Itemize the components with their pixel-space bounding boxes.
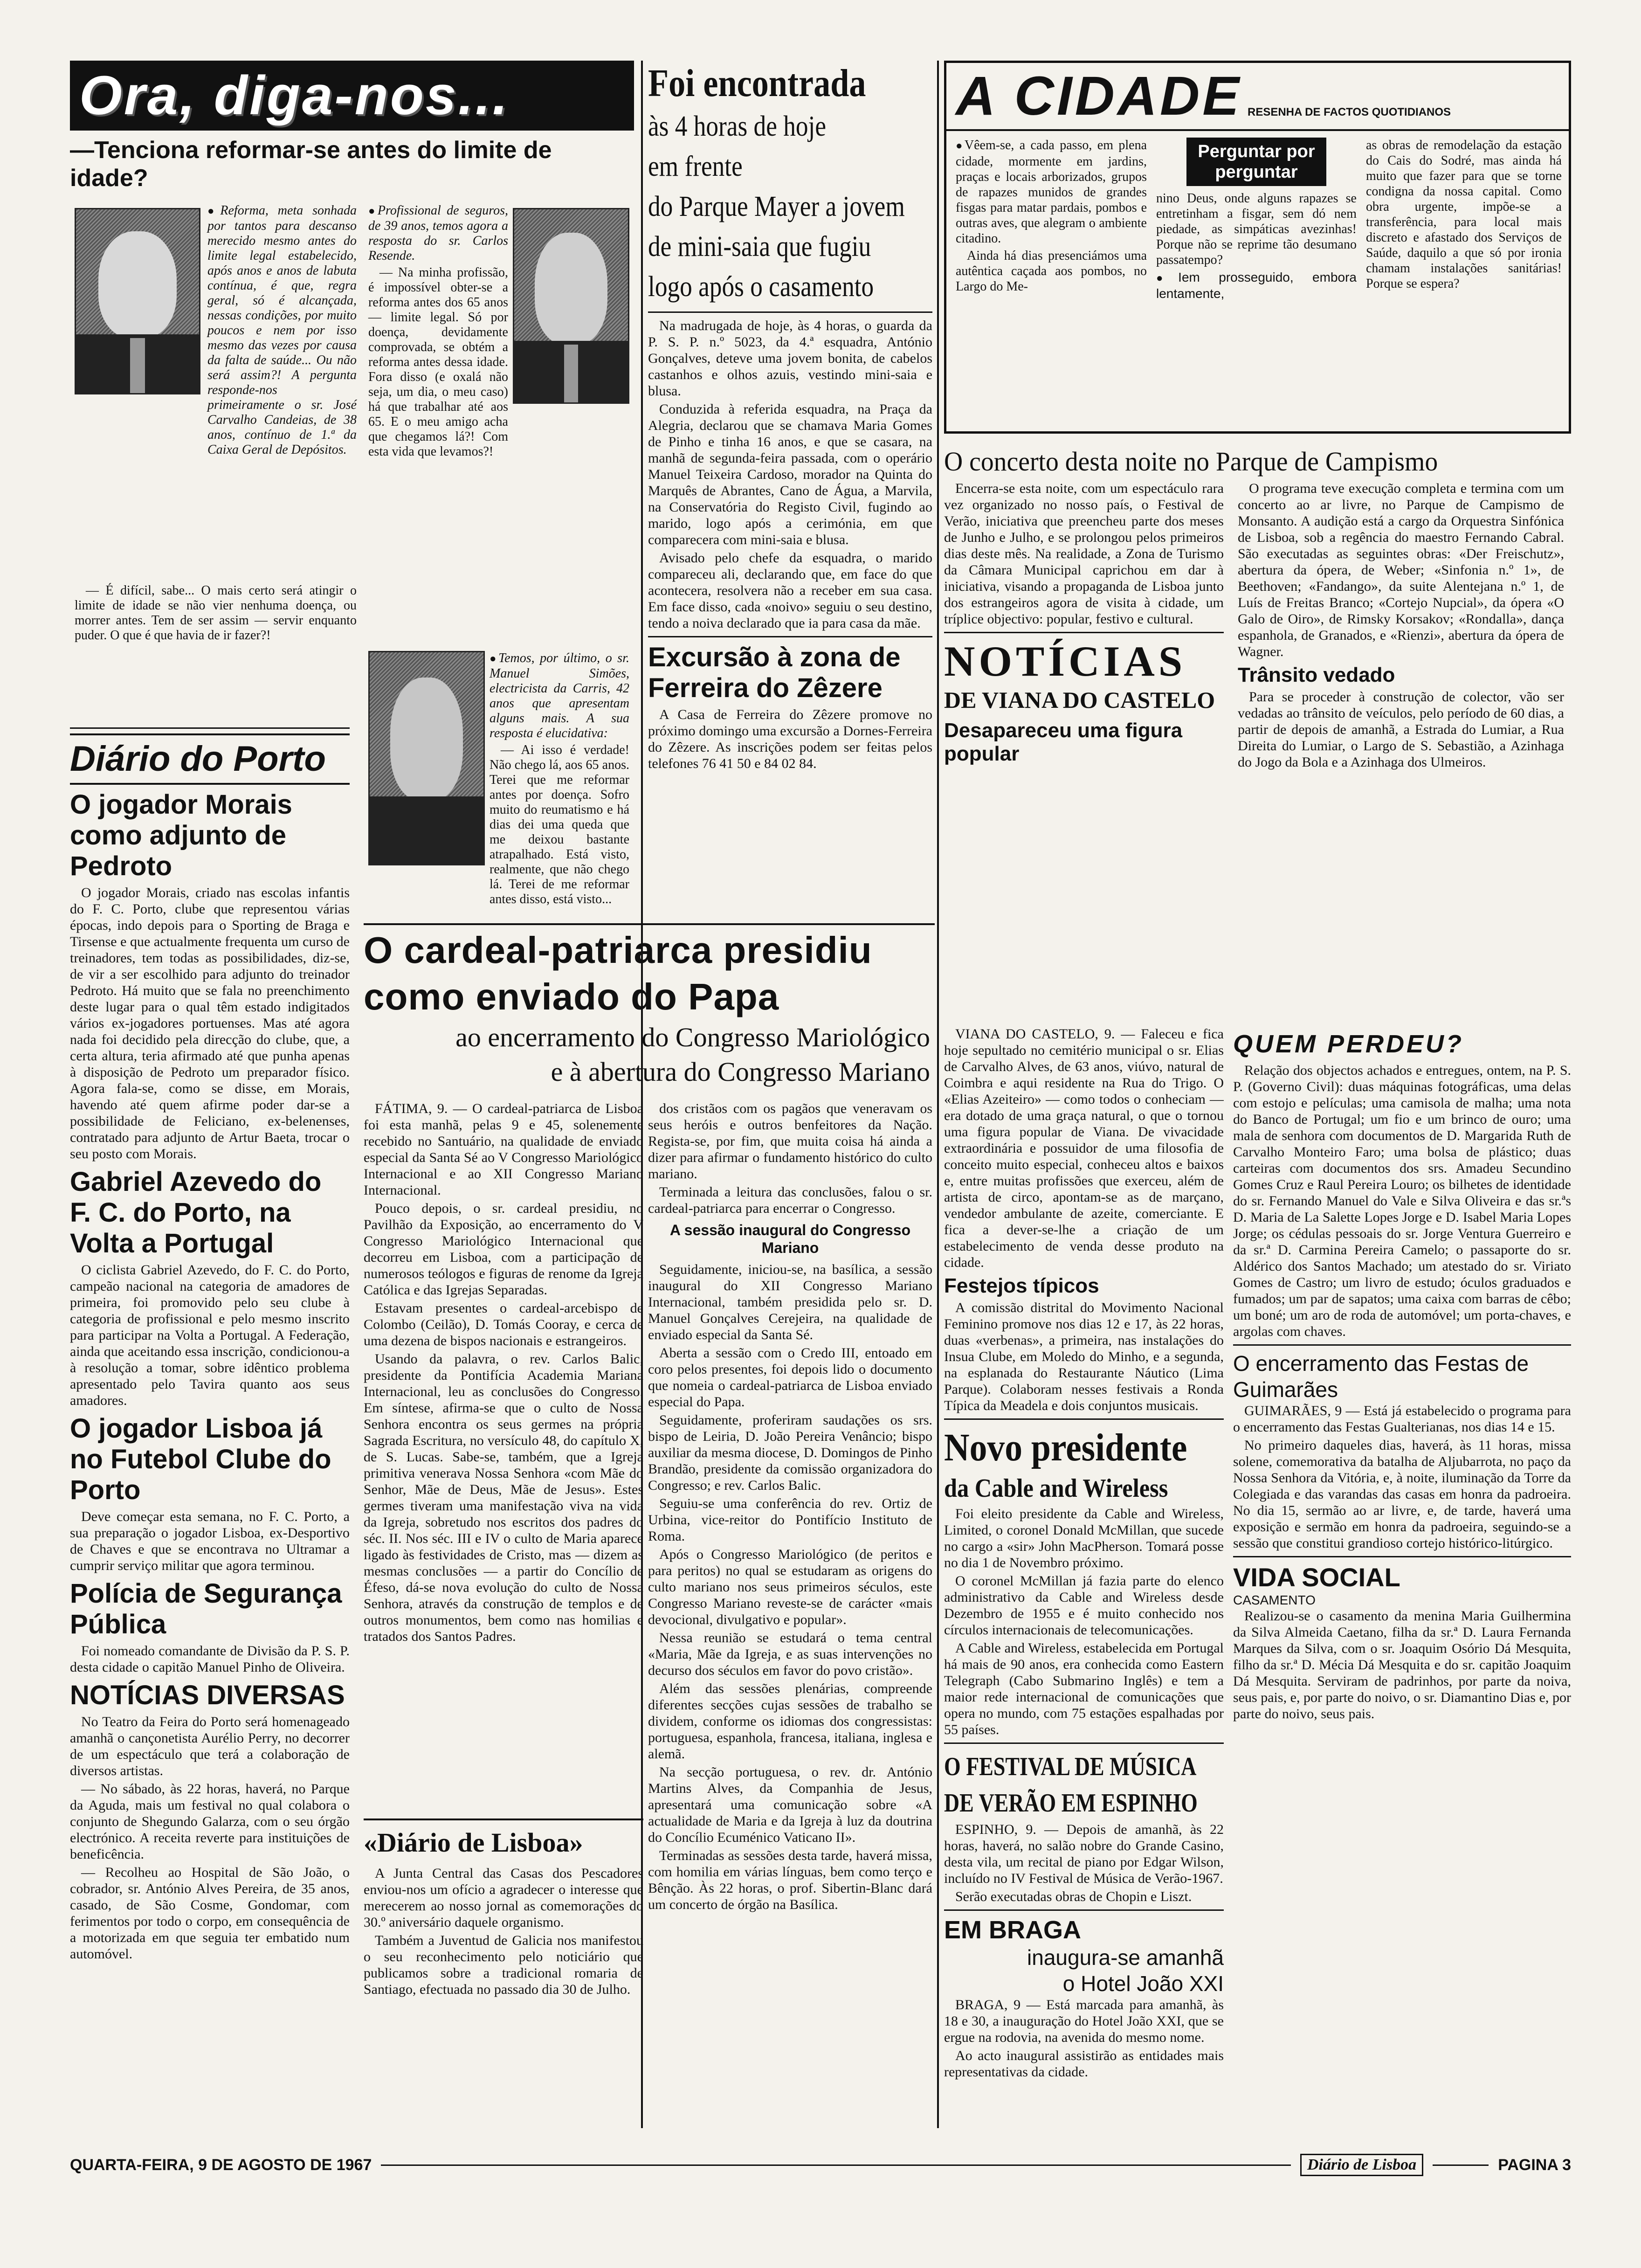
- story-mini-saia-3: Avisado pelo chefe da esquadra, o marido compareceu ali, declarando que, em face do que acontecera, resolvera não a receber em sua casa. Em face disso, cada «noivo» seguiu o seu destino, tendo a noiva declarado que ia para casa da mãe.: [648, 550, 932, 631]
- story-morais: O jogador Morais, criado nas escolas infantis do F. C. Porto, clube que representou várias épocas, indo depois para o Sporting de Braga e Tirsense e que actualmente frequenta um curso de treinadores, tem todas as possibilidades, diz-se, de vir a ser escolhido para adjunto do treinador Pedroto. Há muito que se fala no preenchimento deste lugar para o qual têm estado indigitados vários ex-jogadores portuenses. Mas até agora nada foi decidido pela direcção do clube, que, a certa altura, teria afirmado até que punha apenas à disposição de Pedroto um preparador físico. Agora fala-se, como se disse, em Morais, havendo até quem afirme poder dar-se a possibilidade de Feliciano, ex-belenenses, contratado para adjunto de Artur Baeta, trocar o seu posto com Morais.: [70, 885, 350, 1162]
- perguntar-box: Perguntar por perguntar: [1186, 138, 1326, 186]
- enquiry-question: —Tenciona reformar-se antes do limite de idade?: [70, 137, 552, 192]
- diario-do-porto-section: [70, 723, 350, 1964]
- noticias-title: NOTÍCIAS: [944, 637, 1186, 685]
- cardinal-story-col2: dos cristãos com os pagãos que veneravam os seus heróis e outros benfeitores da Nação. Regista-se, por fim, que muita coisa há ainda a dizer para afirmar o fundamento histórico do culto mariano. Terminada a leitura das conclusões, falou o sr. cardeal-patriarca para encerrar o Congresso. A sessão inaugural do Congresso Mariano Seguidamente, iniciou-se, na basílica, a sessão inaugural do XII Congresso Mariano Internacional, também presidida pelo sr. D. Manuel Gonçalves Cerejeira, na qualidade de enviado especial da Santa Sé. Aberta a sessão com o Credo III, entoado em coro pelos presentes, foi depois lido o documento que nomeia o cardeal-patriarca de Lisboa enviado especial do Papa. Seguidamente, proferiram saudações os srs. bispo de Leiria, D. João Pereira Venâncio; bispo auxiliar da mesma diocese, D. Domingos de Pinho Brandão, presidente da comissão organizadora do Congresso; e rev. Carlos Balic. Seguiu-se uma conferência do rev. Ortiz de Urbina, vice-reitor do Pontifício Instituto de Roma. Após o Congresso Mariológico (de peritos e para peritos) no qual se estudaram as origens do culto mariano nos seus primeiros séculos, este Congresso Mariano reveste-se de carácter «mais devocional, divulgativo e popular». Nessa reunião se estudará o tema central «Maria, Mãe da Igreja, e as suas intervenções no decurso dos séculos em favor do povo cristão». Além das sessões plenárias, compreende diferentes secções cujas sessões de trabalho se dividem, conforme os idiomas dos congressistas: portuguesa, espanhola, francesa, italiana, inglesa e alemã. Na secção portuguesa, o rev. dr. António Martins Alves, da Companhia de Jesus, apresentará uma comunicação sobre «A actualidade de Maria e da Igreja à luz da doutrina do Concílio Ecuménico Vaticano II». Terminadas as sessões desta tarde, haverá missa, com homilia em várias línguas, bem como terço e Bênção. Às 22 horas, o prof. Sibertin-Blanc dará um concerto de órgão na Basílica.: [648, 1101, 932, 1912]
- answer-2: ● Profissional de seguros, de 39 anos, temos agora a resposta do sr. Carlos Resende. — Na minha profissão, é impossível obter-se a reforma antes dos 65 anos — limite legal. Só por doença, devidamente comprovada, se obtém a reforma antes dessa idade. Fora disso (e oxalá não seja, um dia, o meu caso) há que trabalhar até aos 65. E o meu amigo acha que chegamos lá?! Com esta vida que levamos?!: [368, 203, 508, 461]
- photo-jose-carvalho-candeias: [75, 208, 200, 394]
- headline-quem-perdeu: QUEM PERDEU?: [1233, 1030, 1464, 1058]
- headline-concerto: O concerto desta noite no Parque de Campismo: [944, 446, 1438, 477]
- a-cidade-box: A CIDADE RESENHA DE FACTOS QUOTIDIANOS ● Vêem-se, a cada passo, em plena cidade, mormente em jardins, praças e locais arborizados, grupos de rapazes munidos de grandes fisgas para matar pardais, pombos e outras aves, que alegram o ambiente citadino. Ainda há dias presenciámos uma autêntica caçada aos pombos, no Largo do Me- Perguntar por perguntar nino Deus, onde alguns rapazes se entretinham a fisgar, sem dó nem piedade, as simpáticas avezinhas! Porque não se reprime tão desumano passatempo? ● Iem prosseguido, embora lentamente, as obras de remodelação da estação do Cais do Sodré, mas ainda há muito que fazer para que se torne condigna da nossa capital. Como obra urgente, impõe-se a transferência, para local mais discreto e afastado dos Serviços de Saúde, daquilo a que só por ironia chamam instalações sanitárias! Porque se espera?: [944, 61, 1571, 434]
- answer-1: ● Reforma, meta sonhada por tantos para descanso merecido mesmo antes do limite legal estabelecido, após anos e anos de labuta contínua, é que, regra geral, só é alcançada, nessas condições, por muito poucos e nem por isso mesmo das vezes por causa da falta de saúde... Ou não será assim?! A pergunta responde-nos primeiramente o sr. José Carvalho Candeias, de 38 anos, contínuo de 1.ª da Caixa Geral de Depósitos.: [207, 203, 357, 459]
- photo-carlos-resende: [513, 208, 629, 404]
- headline-jogador-lisboa: O jogador Lisboa já no Futebol Clube do Porto: [70, 1413, 331, 1505]
- interview-block: [70, 199, 634, 712]
- middle-column: [648, 61, 932, 947]
- headline-festas-guimaraes: O encerramento das Festas de Guimarães: [1233, 1351, 1529, 1402]
- headline-mini-saia: Foi encontrada às 4 horas de hoje em frente do Parque Mayer a jovem de mini-saia que fugiu logo após o casamento: [648, 62, 905, 303]
- headline-morais: O jogador Morais como adjunto de Pedroto: [70, 789, 292, 881]
- banner-ora-diga-nos: [70, 61, 634, 131]
- banner-text: Ora, diga-nos...: [79, 65, 510, 126]
- story-diversas-1: No Teatro da Feira do Porto será homenageado amanhã o cançonetista Aurélio Perry, no decorrer de um espectáculo que terá a colaboração de diversos artistas.: [70, 1714, 350, 1778]
- right-col-a: VIANA DO CASTELO, 9. — Faleceu e fica hoje sepultado no cemitério municipal o sr. Elias de Carvalho Alves, de 63 anos, viúvo, natural de Coimbra e aqui residente na Rua do Trigo. O «Elias Azeiteiro» — como todos o conheciam — era dotado de uma graça natural, o que o tornou uma figura popular de Viana. De vivacidade extraordinária e possuidor de uma filosofia de conceito muito especial, conheceu altos e baixos e, entre muitas profissões que exerceu, além de artista de circo, apontam-se as de marçano, vendedor ambulante de azeite, comerciante. E fica a dever-se-lhe a criação de um estabelecimento de venda desse produto na cidade. Festejos típicos A comissão distrital do Movimento Nacional Feminino promove nos dias 12 e 17, às 22 horas, duas «verbenas», a primeira, nas instalações do Insua Clube, em Moledo do Minho, e a segunda, na esplanada do Restaurante Náutico (Lima Parque). Colaboram nesses festivais a Ronda Típica da Meadela e dois conjuntos musicais. Novo presidente da Cable and Wireless Foi eleito presidente da Cable and Wireless, Limited, o coronel Donald McMillan, que sucede no cargo a «sir» John MacPherson. Tomará posse no dia 1 de Novembro próximo. O coronel McMillan já fazia parte do elenco administrativo da Cable and Wireless desde Dezembro de 1955 e é muito conhecido nos círculos internacionais de telecomunicações. A Cable and Wireless, estabelecida em Portugal há mais de 90 anos, era conhecida como Eastern Telegraph (Cabo Submarino Inglês) e tem a maior rede internacional de comunicações que opera no mundo, com 75 estações espalhadas por 55 países. O FESTIVAL DE MÚSICA DE VERÃO EM ESPINHO ESPINHO, 9. — Depois de amanhã, às 22 horas, haverá, no salão nobre do Grande Casino, desta vila, um recital de piano por Edgar Wilson, incluído no IV Festival de Música de Verão-1967. Serão executadas obras de Chopin e Liszt. EM BRAGA inaugura-se amanhã o Hotel João XXI BRAGA, 9 — Está marcada para amanhã, às 18 e 30, a inauguração do Hotel João XXI, que se ergue na rodovia, na avenida do mesmo nome. Ao acto inaugural assistirão as entidades mais representativas da cidade.: [944, 1026, 1224, 2080]
- headline-psp: Polícia de Segurança Pública: [70, 1578, 342, 1639]
- headline-figura-popular: Desapareceu uma figura popular: [944, 719, 1183, 765]
- porto-section-title: Diário do Porto: [70, 733, 350, 785]
- headline-transito-vedado: Trânsito vedado: [1238, 664, 1395, 686]
- story-mini-saia-1: Na madrugada de hoje, às 4 horas, o guarda da P. S. P. n.º 5023, da 4.ª esquadra, António Gonçalves, deteve uma jovem bonita, de cabelos castanhos e olhos azuis, vestindo mini-saia e blusa.: [648, 318, 932, 399]
- right-col-b: QUEM PERDEU? Relação dos objectos achados e entregues, ontem, na P. S. P. (Governo Civil): duas máquinas fotográficas, uma delas com estojo e películas; uma camisola de malha; uma nota do Banco de Portugal; um fio e um brinco de ouro; uma mala de senhora com documentos de D. Margarida Ruth de Carvalho Monteiro Faro; uma bolsa de plástico; duas carteiras com documentos dos srs. Amadeu Secundino Gomes Cruz e Raul Pereira Louro; os bilhetes de identidade do sr. Fernando Manuel do Vale e Silva Oliveira e das sr.ªs D. Maria de La Salette Lopes Jorge e D. Isabel Maria Lopes Jorge; os cédulas pessoais do sr. Jorge Ventura Guerreiro e da sr.ª D. Carmina Pereira Camelo; o passaporte do sr. Aldérico dos Santos Machado; um atestado do sr. Viriato Gomes de Castro; um livro de estudo; óculos graduados e fumados; um par de sapatos; uma caixa com barras de cêbo; um boné; um aro de roda de automóvel; um porta-chaves, e argolas com chaves. O encerramento das Festas de Guimarães GUIMARÃES, 9 — Está já estabelecido o programa para o encerramento das Festas Gualterianas, nos dias 14 e 15. No primeiro daqueles dias, haverá, às 11 horas, missa solene, comemorativa da batalha de Aljubarrota, no paço da Nossa Senhora da Vitória, e, à noite, iluminação da Torre da Colegiada e das varandas das casas em honra da padroeira. No dia 15, sermão ao ar livre, e, de tarde, haverá uma exposição e sermão em honra da padroeira, seguindo-se a sessão que constitui grandioso cortejo histórico-litúrgico. VIDA SOCIAL CASAMENTO Realizou-se o casamento da menina Maria Guilhermina da Silva Almeida Caetano, filha da sr.ª D. Laura Fernanda Marques da Silva, com o sr. Joaquim Osório Dá Mesquita, filho da sr.ª D. Mécia Dá Mesquita e do sr. capitão Joaquim Dá Mesquita. Serviram de padrinhos, por parte da noiva, seus pais, e, por parte do noivo, o sr. Diamantino Dias e, por parte do noivo, seus pais.: [1233, 1026, 1571, 2140]
- photo-manuel-simoes: [368, 651, 485, 865]
- answer-1b: — É difícil, sabe... O mais certo será atingir o limite de idade se não vier nenhuma doença, ou morrer antes. Tem de ser assim — servir enquanto puder. O que é que havia de ir fazer?!: [75, 583, 357, 643]
- cardinal-headline: O cardeal-patriarca presidiu como enviado do Papa ao encerramento do Congresso Mariológico e à abertura do Congresso Mariano: [364, 923, 935, 1096]
- cardinal-story-col1: FÁTIMA, 9. — O cardeal-patriarca de Lisboa foi esta manhã, pelas 9 e 45, solenemente recebido no Santuário, na qualidade de enviado especial da Santa Sé ao V Congresso Mariológico Internacional e ao XII Congresso Mariano Internacional. Pouco depois, o sr. cardeal presidiu, no Pavilhão da Exposição, ao encerramento do V Congresso Mariológico Internacional que decorreu em Lisboa, com a participação de numerosos teólogos e figuras de renome da Igreja Católica e das Igrejas Separadas. Estavam presentes o cardeal-arcebispo de Colombo (Ceilão), D. Tomás Cooray, e cerca de uma dezena de bispos nacionais e estrangeiros. Usando da palavra, o rev. Carlos Balic, presidente da Pontifícia Academia Mariana Internacional, leu as conclusões do Congresso. Em síntese, afirma-se que o culto de Nossa Senhora encontra os seus germes na própria Sagrada Escritura, no versículo 48, do capítulo X, de S. Lucas. Sabe-se, também, que a Igreja primitiva venerava Nossa Senhora «com Mãe do Senhor, Mãe de Deus, Mãe de Jesus». Estes germes tiveram uma manifestação viva na vida da Igreja, sobretudo nos escritos dos padres do séc. II. Nos séc. III e IV o culto de Maria aparece ligado às festividades de Cristo, mas — dizem as mesmas conclusões — a partir do Concílio de Éfeso, dá-se nova evolução do culto de Nossa Senhora, através da construção de templos e de outros monumentos, bem como nas homilias e tratados dos Santos Padres.: [364, 1101, 643, 1644]
- story-excursao: A Casa de Ferreira do Zêzere promove no próximo domingo uma excursão a Dornes-Ferreira do Zêzere. As inscrições podem ser feitas pelos telefones 76 41 50 e 84 02 84.: [648, 707, 932, 771]
- headline-noticias-diversas: NOTÍCIAS DIVERSAS: [70, 1680, 345, 1710]
- footer-logo: Diário de Lisboa: [1300, 2154, 1423, 2176]
- headline-festejos: Festejos típicos: [944, 1274, 1099, 1297]
- story-psp: Foi nomeado comandante de Divisão da P. S. P. desta cidade o capitão Manuel Pinho de Oliveira.: [70, 1643, 350, 1675]
- divider-mid: [937, 61, 939, 2128]
- headline-excursao: Excursão à zona de Ferreira do Zêzere: [648, 642, 901, 703]
- headline-gabriel-azevedo: Gabriel Azevedo do F. C. do Porto, na Volta a Portugal: [70, 1167, 322, 1258]
- headline-vida-social: VIDA SOCIAL: [1233, 1563, 1400, 1592]
- a-cidade-subtitle: RESENHA DE FACTOS QUOTIDIANOS: [1247, 106, 1451, 118]
- story-diversas-2: — No sábado, às 22 horas, haverá, no Parque da Aguda, mais um festival no qual colabora o conjunto de Shegundo Galarza, com o seu órgão electrónico. A receita reverte para instituições de beneficência.: [70, 1781, 350, 1862]
- dl-title: «Diário de Lisboa»: [364, 1827, 583, 1858]
- story-diversas-3: — Recolheu ao Hospital de São João, o cobrador, sr. António Alves Pereira, de 35 anos, casado, de São Cosme, Gondomar, com ferimentos por todo o corpo, em consequência de a motorizada em que seguia ter embatido num automóvel.: [70, 1865, 350, 1962]
- footer-page-number: PAGINA 3: [1498, 2156, 1571, 2174]
- concerto-section: O concerto desta noite no Parque de Campismo Encerra-se esta noite, com um espectáculo rara vez organizado no nosso país, o Festival de Verão, iniciativa que preencheu parte dos meses de Junho e Julho, e se prolongou pelos primeiros dias deste mês. Na realidade, a Zona de Turismo da Câmara Municipal caprichou em dar à iniciativa, visando a propaganda de Lisboa junto dos estrangeiros agora de visita à cidade, um tríplice objectivo: popular, festivo e cultural. NOTÍCIAS DE VIANA DO CASTELO Desapareceu uma figura popular O programa teve execução completa e termina com um concerto ao ar livre, no Parque de Campismo de Monsanto. A audição está a cargo da Orquestra Sinfónica de Lisboa, sob a regência do maestro Fernando Cabral. São executadas as seguintes obras: «Der Freischutz», abertura da ópera, de Weber; «Sinfonia n.º 1», de Beethoven; «Fandango», da suite Alentejana n.º 1, de Luís de Freitas Branco; «Cortejo Nupcial», da ópera «O Galo de Oiro», de Rimsky Korsakov; «Rondalla», dança espanhola, de Granados, e «Rienzi», abertura da ópera de Wagner. Trânsito vedado Para se proceder à construção de colector, vão ser vedadas ao trânsito de veículos, pelo período de 60 dias, a partir de depois de amanhã, a Estrada do Lumiar, a Rua Direita do Lumiar, o Largo de S. Sebastião, a Azinhaga do Jogo da Bola e a Azinhaga dos Ulmeiros.: [944, 443, 1571, 1030]
- headline-novo-presidente: Novo presidente: [944, 1426, 1187, 1469]
- headline-festival-espinho: O FESTIVAL DE MÚSICA: [944, 1752, 1197, 1781]
- answer-3: ● Temos, por último, o sr. Manuel Simões, electricista da Carris, 42 anos que apresentam alguns mais. A sua resposta é elucidativa: — Ai isso é verdade! Não chego lá, aos 65 anos. Terei que me reformar antes por doença. Sofro muito do reumatismo e há dias dei uma queda que me deixou bastante atrapalhado. Está visto, realmente, que não chego lá. Terei de me reformar antes disso, está visto...: [490, 651, 629, 909]
- footer-date: QUARTA-FEIRA, 9 DE AGOSTO DE 1967: [70, 2156, 372, 2174]
- headline-em-braga: EM BRAGA: [944, 1916, 1081, 1944]
- subhead-sessao-inaugural: A sessão inaugural do Congresso Mariano: [669, 1222, 911, 1256]
- story-jogador-lisboa: Deve começar esta semana, no F. C. Porto, a sua preparação o jogador Lisboa, ex-Desportivo de Chaves e que se encontrava no Ultramar a cumprir serviço militar que agora terminou.: [70, 1509, 350, 1573]
- story-viana: VIANA DO CASTELO, 9. — Faleceu e fica hoje sepultado no cemitério municipal o sr. Elias de Carvalho Alves, de 63 anos, viúvo, natural de Coimbra e aqui residente na Rua do Trigo. O «Elias Azeiteiro» — como todos o conheciam — era dotado de uma graça natural, o que o tornou uma figura popular de Viana. De vivacidade extraordinária e possuidor de uma filosofia de conceito muito especial, conheceu altos e baixos e, entre muitas profissões que exerceu, além de artista de circo, apontam-se as de marçano, vendedor ambulante de azeite, comerciante. E fica a dever-se-lhe a criação de um estabelecimento de venda desse produto na cidade.: [944, 1026, 1224, 1270]
- story-gabriel-azevedo: O ciclista Gabriel Azevedo, do F. C. do Porto, campeão nacional na categoria de amadores de primeira, foi promovido pelo seu clube à categoria de profissional e pelo mesmo inscrito para participar na Volta a Portugal. A Federação, ainda que aceitando essa inscrição, condicionou-a à resolução a tomar, sobre idêntico problema apresentado pelo Tavira quanto aos seus amadores.: [70, 1262, 350, 1408]
- diario-de-lisboa-box: «Diário de Lisboa» A Junta Central das Casas dos Pescadores enviou-nos um ofício a agradecer o interesse que merecerem ao nosso jornal as comemorações do 30.º aniversário daquele organismo. Também a Juventud de Galicia nos manifestou o seu reconhecimento pelo noticiário que publicamos sobre a tradicional romaria de Santiago, efectuada no passado dia 30 de Julho.: [364, 1819, 643, 2140]
- page-footer: [70, 2149, 1571, 2181]
- a-cidade-title: A CIDADE: [956, 65, 1242, 127]
- story-mini-saia-2: Conduzida à referida esquadra, na Praça da Alegria, declarou que se chamava Maria Gomes de Pinho e tinha 16 anos, e que se casara, na manhã de segunda-feira passada, com o operário Manuel Teixeira Cardoso, morador na Quinta do Marquês de Abrantes, Cano de Água, a Marvila, na Conservatória do Registo Civil, fugindo ao marido, logo após a cerimónia, em que comparecera com mini-saia e blusa.: [648, 401, 932, 547]
